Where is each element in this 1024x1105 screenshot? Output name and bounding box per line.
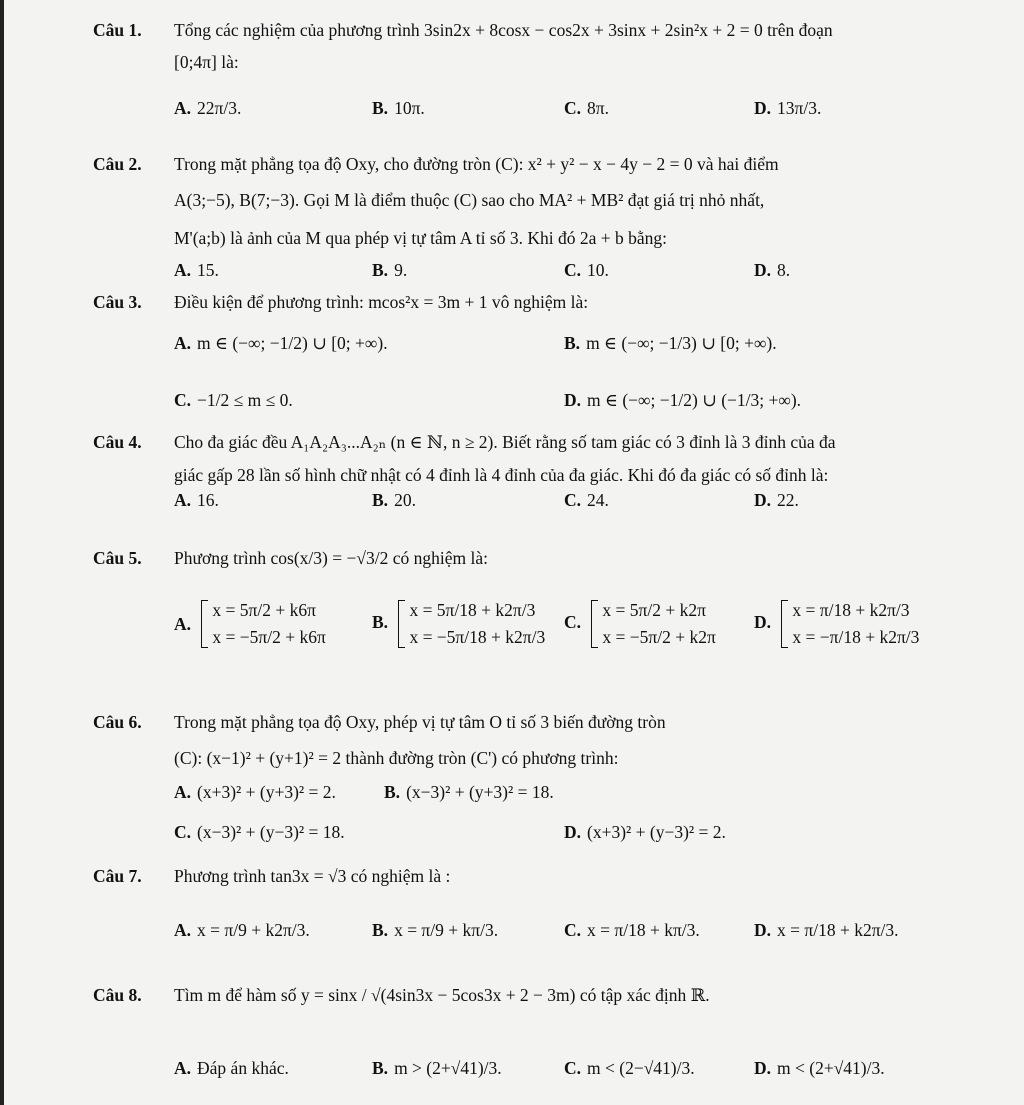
option-c: C. 10. — [564, 260, 609, 280]
option-b: B. x = 5π/18 + k2π/3 x = −5π/18 + k2π/3 — [372, 600, 546, 647]
option-a: A. x = 5π/2 + k6π x = −5π/2 + k6π — [174, 600, 326, 647]
option-d: D. x = π/18 + k2π/3 x = −π/18 + k2π/3 — [754, 600, 920, 647]
question-text: Trong mặt phẳng tọa độ Oxy, cho đường tròn (C): x² + y² − x − 4y − 2 = 0 và hai điểm — [174, 154, 779, 174]
question-text: Cho đa giác đều A₁A₂A₃...A₂ₙ (n ∈ ℕ, n ≥ 2). Biết rằng số tam giác có 3 đỉnh là 3 đỉnh của đa — [174, 432, 836, 452]
option-a: A. 16. — [174, 490, 219, 510]
option-a: A. x = π/9 + k2π/3. — [174, 920, 310, 940]
option-b: B. 9. — [372, 260, 408, 280]
option-c: C. 8π. — [564, 98, 609, 118]
option-d: D. m ∈ (−∞; −1/2) ∪ (−1/3; +∞). — [564, 390, 802, 410]
option-a: A. 15. — [174, 260, 219, 280]
question-label: Câu 6. — [93, 712, 142, 732]
option-b: B. m ∈ (−∞; −1/3) ∪ [0; +∞). — [564, 333, 777, 353]
option-d: D. x = π/18 + k2π/3. — [754, 920, 899, 940]
question-label: Câu 4. — [93, 432, 142, 452]
question-text: Điều kiện để phương trình: mcos²x = 3m + 1 vô nghiệm là: — [174, 292, 589, 312]
option-c: C. −1/2 ≤ m ≤ 0. — [174, 390, 293, 410]
question-text: Phương trình cos(x/3) = −√3/2 có nghiệm là: — [174, 548, 488, 568]
question-text: [0;4π] là: — [174, 52, 239, 72]
option-c: C. x = π/18 + kπ/3. — [564, 920, 700, 940]
option-d: D. 13π/3. — [754, 98, 822, 118]
option-a: A. Đáp án khác. — [174, 1058, 289, 1078]
question-text: A(3;−5), B(7;−3). Gọi M là điểm thuộc (C) sao cho MA² + MB² đạt giá trị nhỏ nhất, — [174, 190, 765, 210]
question-text: Tổng các nghiệm của phương trình 3sin2x + 8cosx − cos2x + 3sinx + 2sin²x + 2 = 0 trên đoạn — [174, 20, 833, 40]
option-d: D. 22. — [754, 490, 799, 510]
question-text: (C): (x−1)² + (y+1)² = 2 thành đường tròn (C') có phương trình: — [174, 748, 619, 768]
option-b: B. 20. — [372, 490, 416, 510]
option-c: C. (x−3)² + (y−3)² = 18. — [174, 822, 345, 842]
option-d: D. 8. — [754, 260, 791, 280]
question-label: Câu 3. — [93, 292, 142, 312]
option-a: A. 22π/3. — [174, 98, 242, 118]
option-d: D. (x+3)² + (y−3)² = 2. — [564, 822, 726, 842]
option-d: D. m < (2+√41)/3. — [754, 1058, 885, 1078]
option-c: C. x = 5π/2 + k2π x = −5π/2 + k2π — [564, 600, 716, 647]
option-a: A. (x+3)² + (y+3)² = 2. — [174, 782, 336, 802]
question-label: Câu 1. — [93, 20, 142, 40]
option-a: A. m ∈ (−∞; −1/2) ∪ [0; +∞). — [174, 333, 388, 353]
question-text: M'(a;b) là ảnh của M qua phép vị tự tâm A tỉ số 3. Khi đó 2a + b bằng: — [174, 228, 667, 248]
option-c: C. 24. — [564, 490, 609, 510]
question-text: giác gấp 28 lần số hình chữ nhật có 4 đỉnh là 4 đỉnh của đa giác. Khi đó đa giác có số đỉnh là: — [174, 465, 829, 485]
exam-sheet — [4, 0, 1024, 1105]
question-label: Câu 8. — [93, 985, 142, 1005]
option-b: B. m > (2+√41)/3. — [372, 1058, 502, 1078]
question-text: Phương trình tan3x = √3 có nghiệm là : — [174, 866, 451, 886]
question-label: Câu 7. — [93, 866, 142, 886]
option-b: B. 10π. — [372, 98, 425, 118]
question-label: Câu 5. — [93, 548, 142, 568]
option-b: B. x = π/9 + kπ/3. — [372, 920, 499, 940]
question-label: Câu 2. — [93, 154, 142, 174]
option-c: C. m < (2−√41)/3. — [564, 1058, 695, 1078]
option-b: B. (x−3)² + (y+3)² = 18. — [384, 782, 554, 802]
question-text: Tìm m để hàm số y = sinx / √(4sin3x − 5cos3x + 2 − 3m) có tập xác định ℝ. — [174, 985, 710, 1005]
question-text: Trong mặt phẳng tọa độ Oxy, phép vị tự tâm O tỉ số 3 biến đường tròn — [174, 712, 666, 732]
